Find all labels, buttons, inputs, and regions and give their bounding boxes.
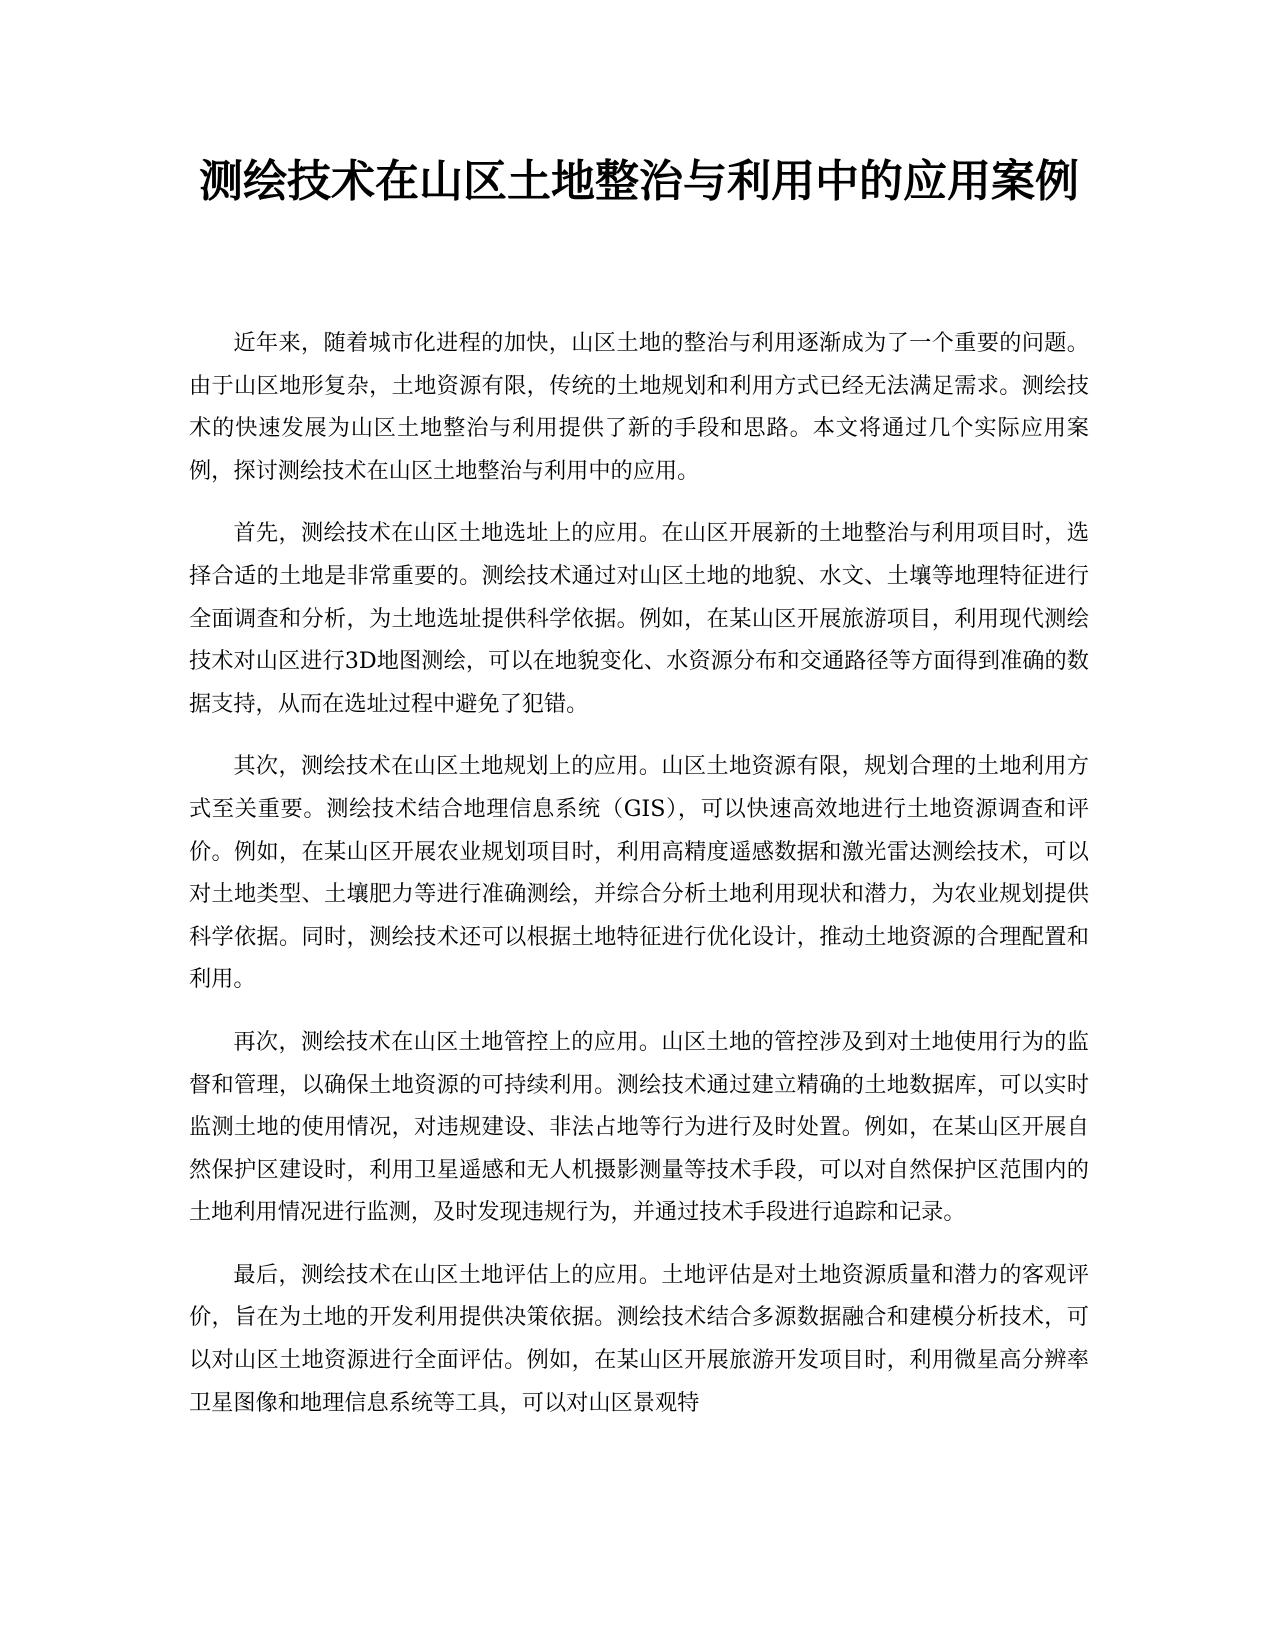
document-body <box>189 322 1089 1444</box>
paragraph-land-control: 再次，测绘技术在山区土地管控上的应用。山区土地的管控涉及到对土地使用行为的监督和管理，以确保土地资源的可持续利用。测绘技术通过建立精确的土地数据库，可以实时监测土地的使用情况，对违规建设、非法占地等行为进行及时处置。例如，在某山区开展自然保护区建设时，利用卫星遥感和无人机摄影测量等技术手段，可以对自然保护区范围内的土地利用情况进行监测，及时发现违规行为，并通过技术手段进行追踪和记录。 <box>189 1028 1089 1226</box>
paragraph-land-assessment: 最后，测绘技术在山区土地评估上的应用。土地评估是对土地资源质量和潜力的客观评价，旨在为土地的开发利用提供决策依据。测绘技术结合多源数据融合和建模分析技术，可以对山区土地资源进行全面评估。例如，在某山区开展旅游开发项目时，利用微星高分辨率卫星图像和地理信息系统等工具，可以对山区景观特 <box>189 1261 1089 1416</box>
document-title: 测绘技术在山区土地整治与利用中的应用案例 <box>199 156 1079 207</box>
paragraph-intro: 近年来，随着城市化进程的加快，山区土地的整治与利用逐渐成为了一个重要的问题。由于山区地形复杂，土地资源有限，传统的土地规划和利用方式已经无法满足需求。测绘技术的快速发展为山区土地整治与利用提供了新的手段和思路。本文将通过几个实际应用案例，探讨测绘技术在山区土地整治与利用中的应用。 <box>189 330 1089 484</box>
paragraph-land-planning: 其次，测绘技术在山区土地规划上的应用。山区土地资源有限，规划合理的土地利用方式至关重要。测绘技术结合地理信息系统（GIS），可以快速高效地进行土地资源调查和评价。例如，在某山区开展农业规划项目时，利用高精度遥感数据和激光雷达测绘技术，可以对土地类型、土壤肥力等进行准确测绘，并综合分析土地利用现状和潜力，为农业规划提供科学依据。同时，测绘技术还可以根据土地特征进行优化设计，推动土地资源的合理配置和利用。 <box>189 753 1089 993</box>
paragraph-site-selection: 首先，测绘技术在山区土地选址上的应用。在山区开展新的土地整治与利用项目时，选择合适的土地是非常重要的。测绘技术通过对山区土地的地貌、水文、土壤等地理特征进行全面调查和分析，为土地选址提供科学依据。例如，在某山区开展旅游项目，利用现代测绘技术对山区进行3D地图测绘，可以在地貌变化、水资源分布和交通路径等方面得到准确的数据支持，从而在选址过程中避免了犯错。 <box>189 520 1089 717</box>
